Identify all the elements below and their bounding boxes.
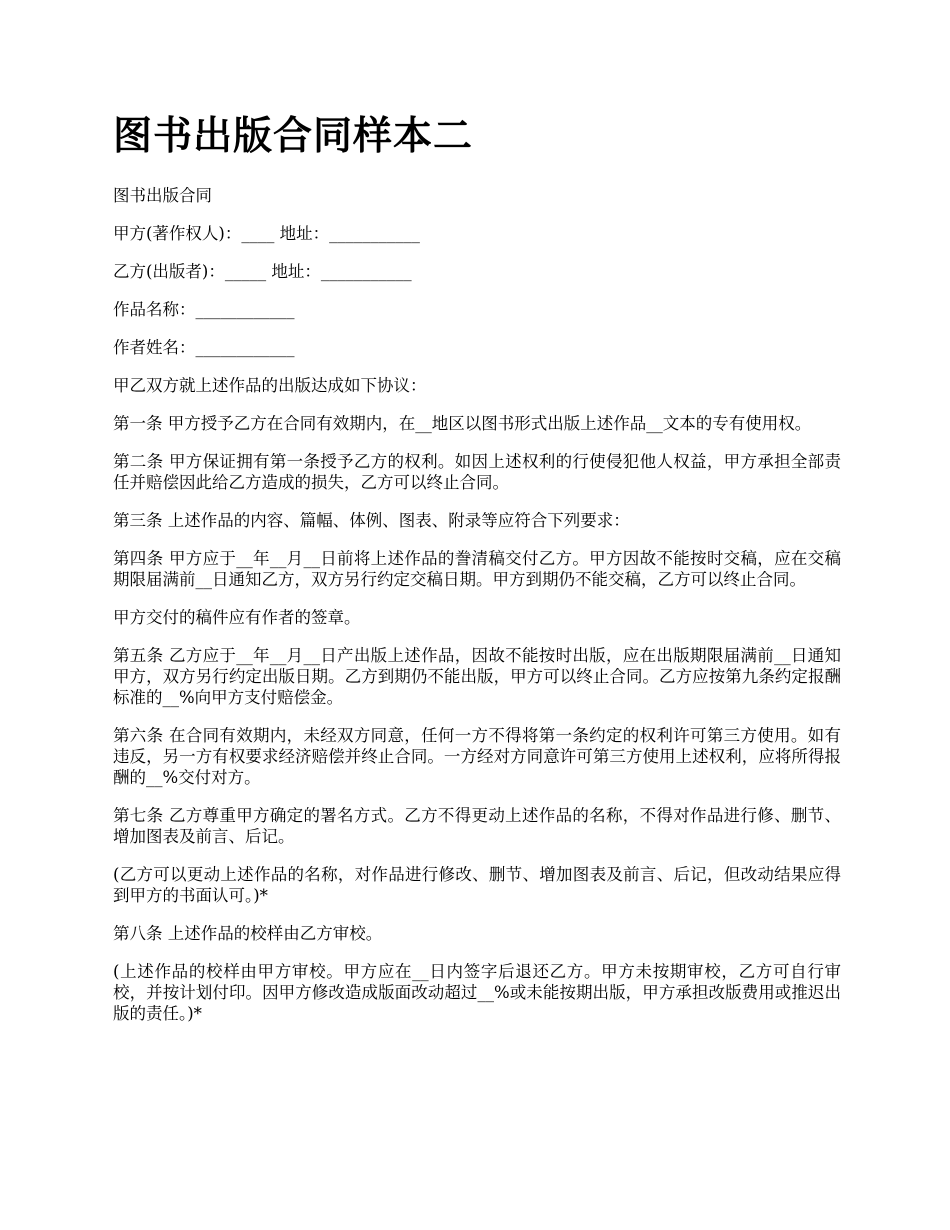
author-name-line: 作者姓名：____________ (113, 338, 295, 357)
document-page (113, 112, 841, 1024)
clause-7-alternative: (乙方可以更动上述作品的名称，对作品进行修改、删节、增加图表及前言、后记，但改动结果应得到甲方的书面认可。)* (113, 865, 841, 905)
clause-8-alternative: (上述作品的校样由甲方审校。甲方应在__日内签字后退还乙方。甲方未按期审校，乙方可自行审校，并按计划付印。因甲方修改造成版面改动超过__%或未能按期出版，甲方承担改版费用或推迟出版的责任。)* (113, 962, 841, 1023)
work-title-line: 作品名称：____________ (113, 300, 295, 319)
agreement-intro: 甲乙双方就上述作品的出版达成如下协议： (113, 376, 427, 395)
clause-4: 第四条 甲方应于__年__月__日前将上述作品的誊清稿交付乙方。甲方因故不能按时交稿，应在交稿期限届满前__日通知乙方，双方另行约定交稿日期。甲方到期仍不能交稿，乙方可以终止合同。 (113, 549, 841, 589)
clause-6: 第六条 在合同有效期内，未经双方同意，任何一方不得将第一条约定的权利许可第三方使用。如有违反，另一方有权要求经济赔偿并终止合同。一方经对方同意许可第三方使用上述权利，应将所得报酬的__%交付对方。 (113, 726, 841, 787)
clause-7: 第七条 乙方尊重甲方确定的署名方式。乙方不得更动上述作品的名称，不得对作品进行修、删节、增加图表及前言、后记。 (113, 806, 841, 846)
clause-1: 第一条 甲方授予乙方在合同有效期内，在__地区以图书形式出版上述作品__文本的专有使用权。 (113, 414, 812, 433)
clause-2: 第二条 甲方保证拥有第一条授予乙方的权利。如因上述权利的行使侵犯他人权益，甲方承担全部责任并赔偿因此给乙方造成的损失，乙方可以终止合同。 (113, 452, 841, 492)
clause-5: 第五条 乙方应于__年__月__日产出版上述作品，因故不能按时出版，应在出版期限届满前__日通知甲方，双方另行约定出版日期。乙方到期仍不能出版，甲方可以终止合同。乙方应按第九条约定报酬标准的__%向甲方支付赔偿金。 (113, 646, 841, 707)
clause-8: 第八条 上述作品的校样由乙方审校。 (113, 924, 383, 943)
clause-3: 第三条 上述作品的内容、篇幅、体例、图表、附录等应符合下列要求： (113, 511, 630, 530)
contract-subtitle: 图书出版合同 (113, 186, 212, 205)
document-title: 图书出版合同样本二 (113, 114, 474, 159)
clause-4-note: 甲方交付的稿件应有作者的签章。 (113, 608, 361, 627)
party-b-line: 乙方(出版者)：_____ 地址：___________ (113, 262, 412, 281)
party-a-line: 甲方(著作权人)：____ 地址：___________ (113, 224, 420, 243)
